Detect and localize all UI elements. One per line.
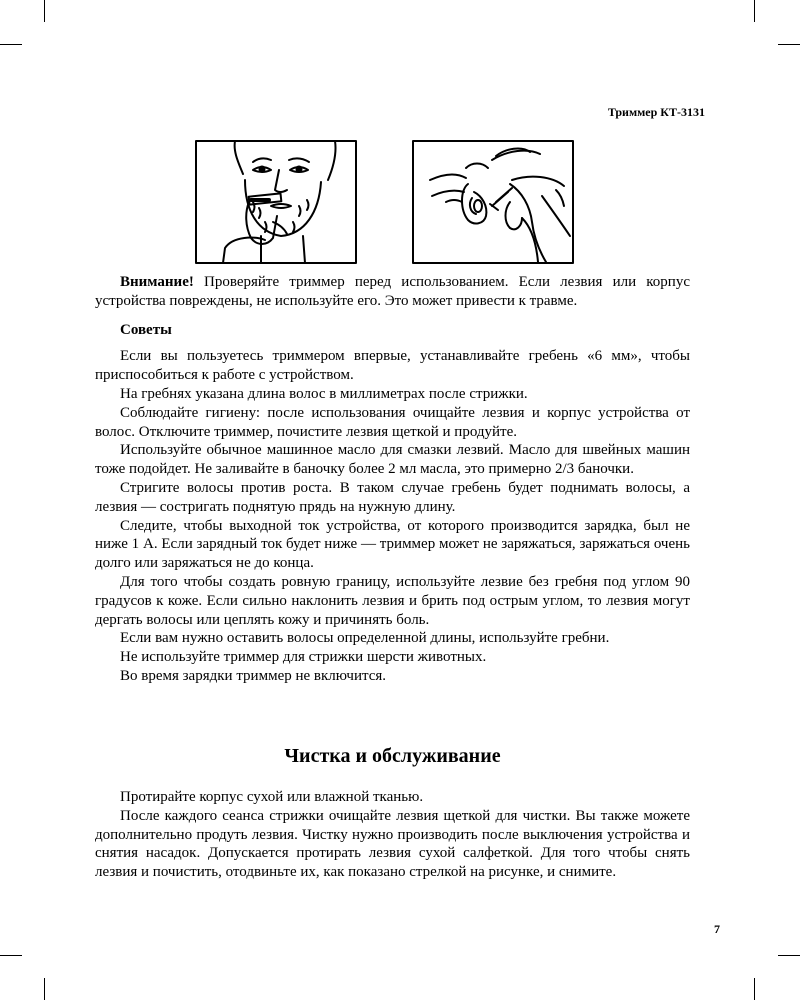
crop-mark-top-right: [754, 0, 755, 22]
tip-paragraph: Для того чтобы создать ровную границу, используйте лезвие без гребня под углом 90 градусов к коже. Если сильно наклонить лезвия и брить под острым углом, то лезвия могут дергать волосы или цеплять кожу и причинять боль.: [95, 573, 690, 628]
cleaning-heading: Чистка и обслуживание: [284, 745, 501, 767]
tips-heading: Советы: [120, 321, 172, 338]
tip-paragraph: Не используйте триммер для стрижки шерсти животных.: [120, 649, 487, 666]
tip-paragraph: Следите, чтобы выходной ток устройства, от которого производится зарядка, был не ниже 1 А. Если зарядный ток будет ниже — триммер может не заряжаться, заряжаться очень долго или заряжаться не до конца.: [95, 517, 690, 572]
tip-paragraph: Во время зарядки триммер не включится.: [120, 667, 387, 684]
tip-paragraph: Используйте обычное машинное масло для смазки лезвий. Масло для швейных машин тоже подойдет. Не заливайте в баночку более 2 мл масла, это примерно 2/3 баночки.: [95, 442, 690, 478]
crop-mark-top-left: [44, 0, 45, 22]
tip-paragraph: Если вам нужно оставить волосы определенной длины, используйте гребни.: [120, 630, 610, 647]
main-content: [95, 273, 690, 686]
face-trimming-beard-illustration-icon: [195, 140, 357, 264]
page-number: 7: [714, 922, 720, 936]
warning-text: Проверяйте триммер перед использованием. Если лезвия или корпус устройства повреждены, не используйте его. Это может привести к травме.: [95, 274, 690, 309]
ear-trimming-illustration-icon: [412, 140, 574, 264]
crop-mark-right-top: [778, 44, 800, 45]
crop-mark-bottom-right: [754, 978, 755, 1000]
cleaning-content: [95, 788, 690, 882]
cleaning-paragraph: После каждого сеанса стрижки очищайте лезвия щеткой для чистки. Вы также можете дополнительно продуть лезвия. Чистку нужно производить после выключения устройства и снятия насадок. Допускается протирать лезвия сухой салфеткой. Для того чтобы снять лезвия и почистить, отодвиньте их, как показано стрелкой на рисунке, и снимите.: [95, 807, 690, 881]
tip-paragraph: Соблюдайте гигиену: после использования очищайте лезвия и корпус устройства от волос. Отключите триммер, почистите лезвия щеткой и продуйте.: [95, 404, 690, 440]
tip-paragraph: Стригите волосы против роста. В таком случае гребень будет поднимать волосы, а лезвия — состригать поднятую прядь на нужную длину.: [95, 479, 690, 515]
crop-mark-left-bottom: [0, 955, 22, 956]
tip-paragraph: На гребнях указана длина волос в миллиметрах после стрижки.: [120, 385, 528, 402]
cleaning-paragraph: Протирайте корпус сухой или влажной тканью.: [120, 789, 424, 805]
warning-label: Внимание!: [120, 274, 194, 290]
tip-paragraph: Если вы пользуетесь триммером впервые, устанавливайте гребень «6 мм», чтобы приспособиться к работе с устройством.: [95, 348, 690, 384]
crop-mark-right-bottom: [778, 955, 800, 956]
crop-mark-left-top: [0, 44, 22, 45]
crop-mark-bottom-left: [44, 978, 45, 1000]
warning-paragraph: [95, 273, 690, 311]
running-header: Триммер КТ-3131: [607, 105, 705, 119]
